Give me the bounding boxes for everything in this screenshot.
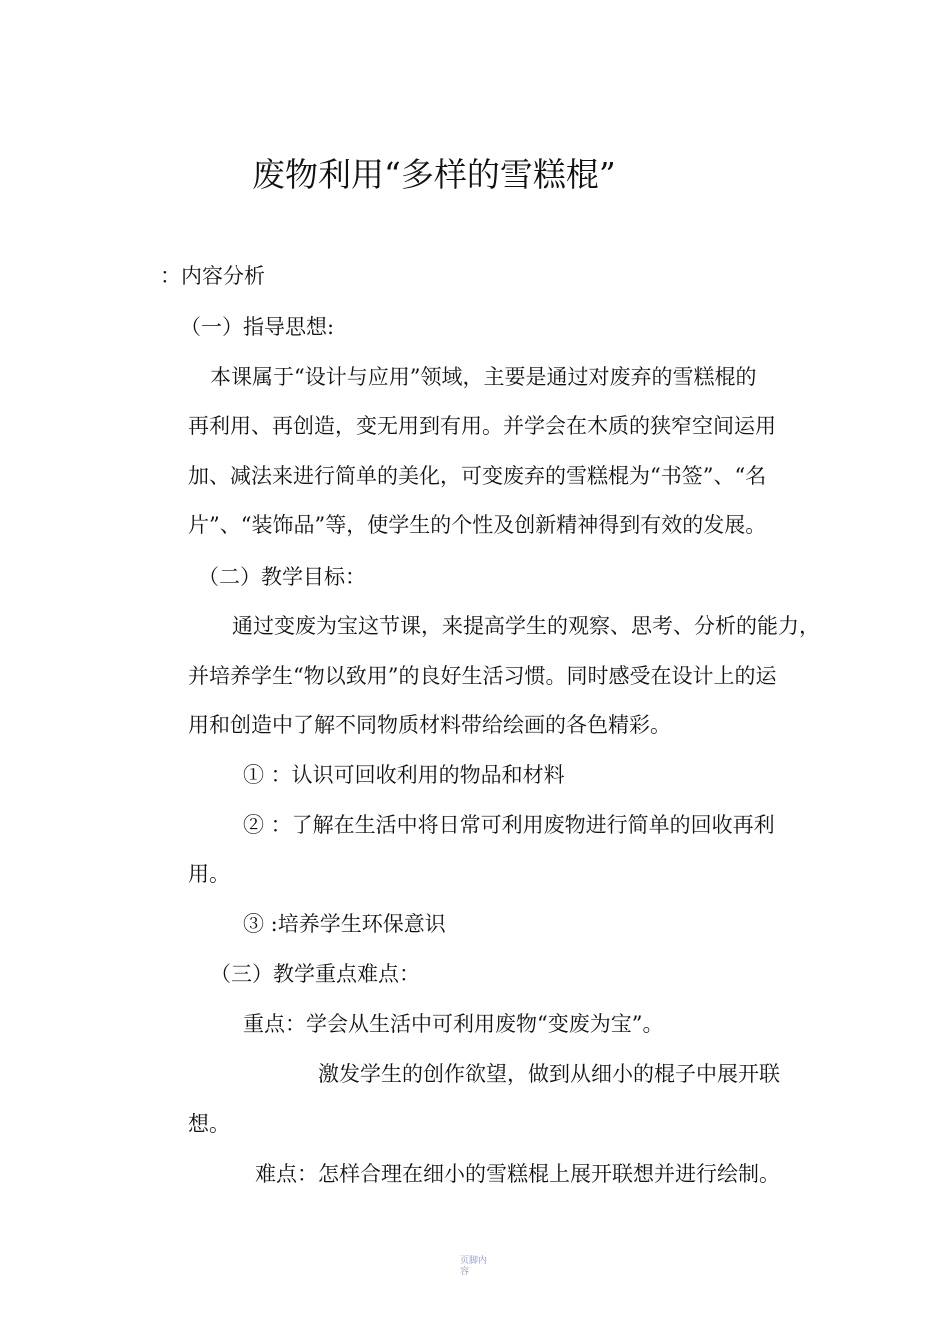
section-heading: ：内容分析 (160, 264, 265, 288)
part1-para-line: 加、减法来进行简单的美化，可变废弃的雪糕棍为“书签”、“名 (188, 464, 767, 488)
goal-item-2: ② ：了解在生活中将日常可利用废物进行简单的回收再利 (243, 813, 775, 837)
part2-para-line: 用和创造中了解不同物质材料带给绘画的各色精彩。 (188, 713, 671, 737)
part1-para-line: 片”、“装饰品”等，使学生的个性及创新精神得到有效的发展。 (188, 513, 767, 537)
part2-heading: （二）教学目标： (198, 565, 366, 589)
goal-item-2-cont: 用。 (188, 862, 230, 886)
part1-para-line: 再利用、再创造，变无用到有用。并学会在木质的狭窄空间运用 (188, 414, 776, 438)
goal-item-3: ③ :培养学生环保意识 (243, 912, 446, 936)
key-point: 重点：学会从生活中可利用废物“变废为宝”。 (243, 1012, 664, 1036)
document-title: 废物利用“多样的雪糕棍” (252, 155, 616, 194)
page-footer: 页脚内容 (460, 1256, 488, 1277)
part2-para-line: 并培养学生“物以致用”的良好生活习惯。同时感受在设计上的运 (188, 664, 777, 688)
part3-heading: （三）教学重点难点： (210, 962, 420, 986)
goal-item-1: ① ：认识可回收利用的物品和材料 (243, 763, 565, 787)
part1-para-line: 本课属于“设计与应用”领域，主要是通过对废弃的雪糕棍的 (210, 365, 757, 389)
part2-para-line: 通过变废为宝这节课，来提高学生的观察、思考、分析的能力， (232, 614, 820, 638)
key-point-cont: 激发学生的创作欲望，做到从细小的棍子中展开联 (318, 1062, 780, 1086)
part1-heading: （一）指导思想: (180, 315, 335, 339)
key-point-cont: 想。 (188, 1112, 230, 1136)
difficulty: 难点：怎样合理在细小的雪糕棍上展开联想并进行绘制。 (255, 1162, 780, 1186)
